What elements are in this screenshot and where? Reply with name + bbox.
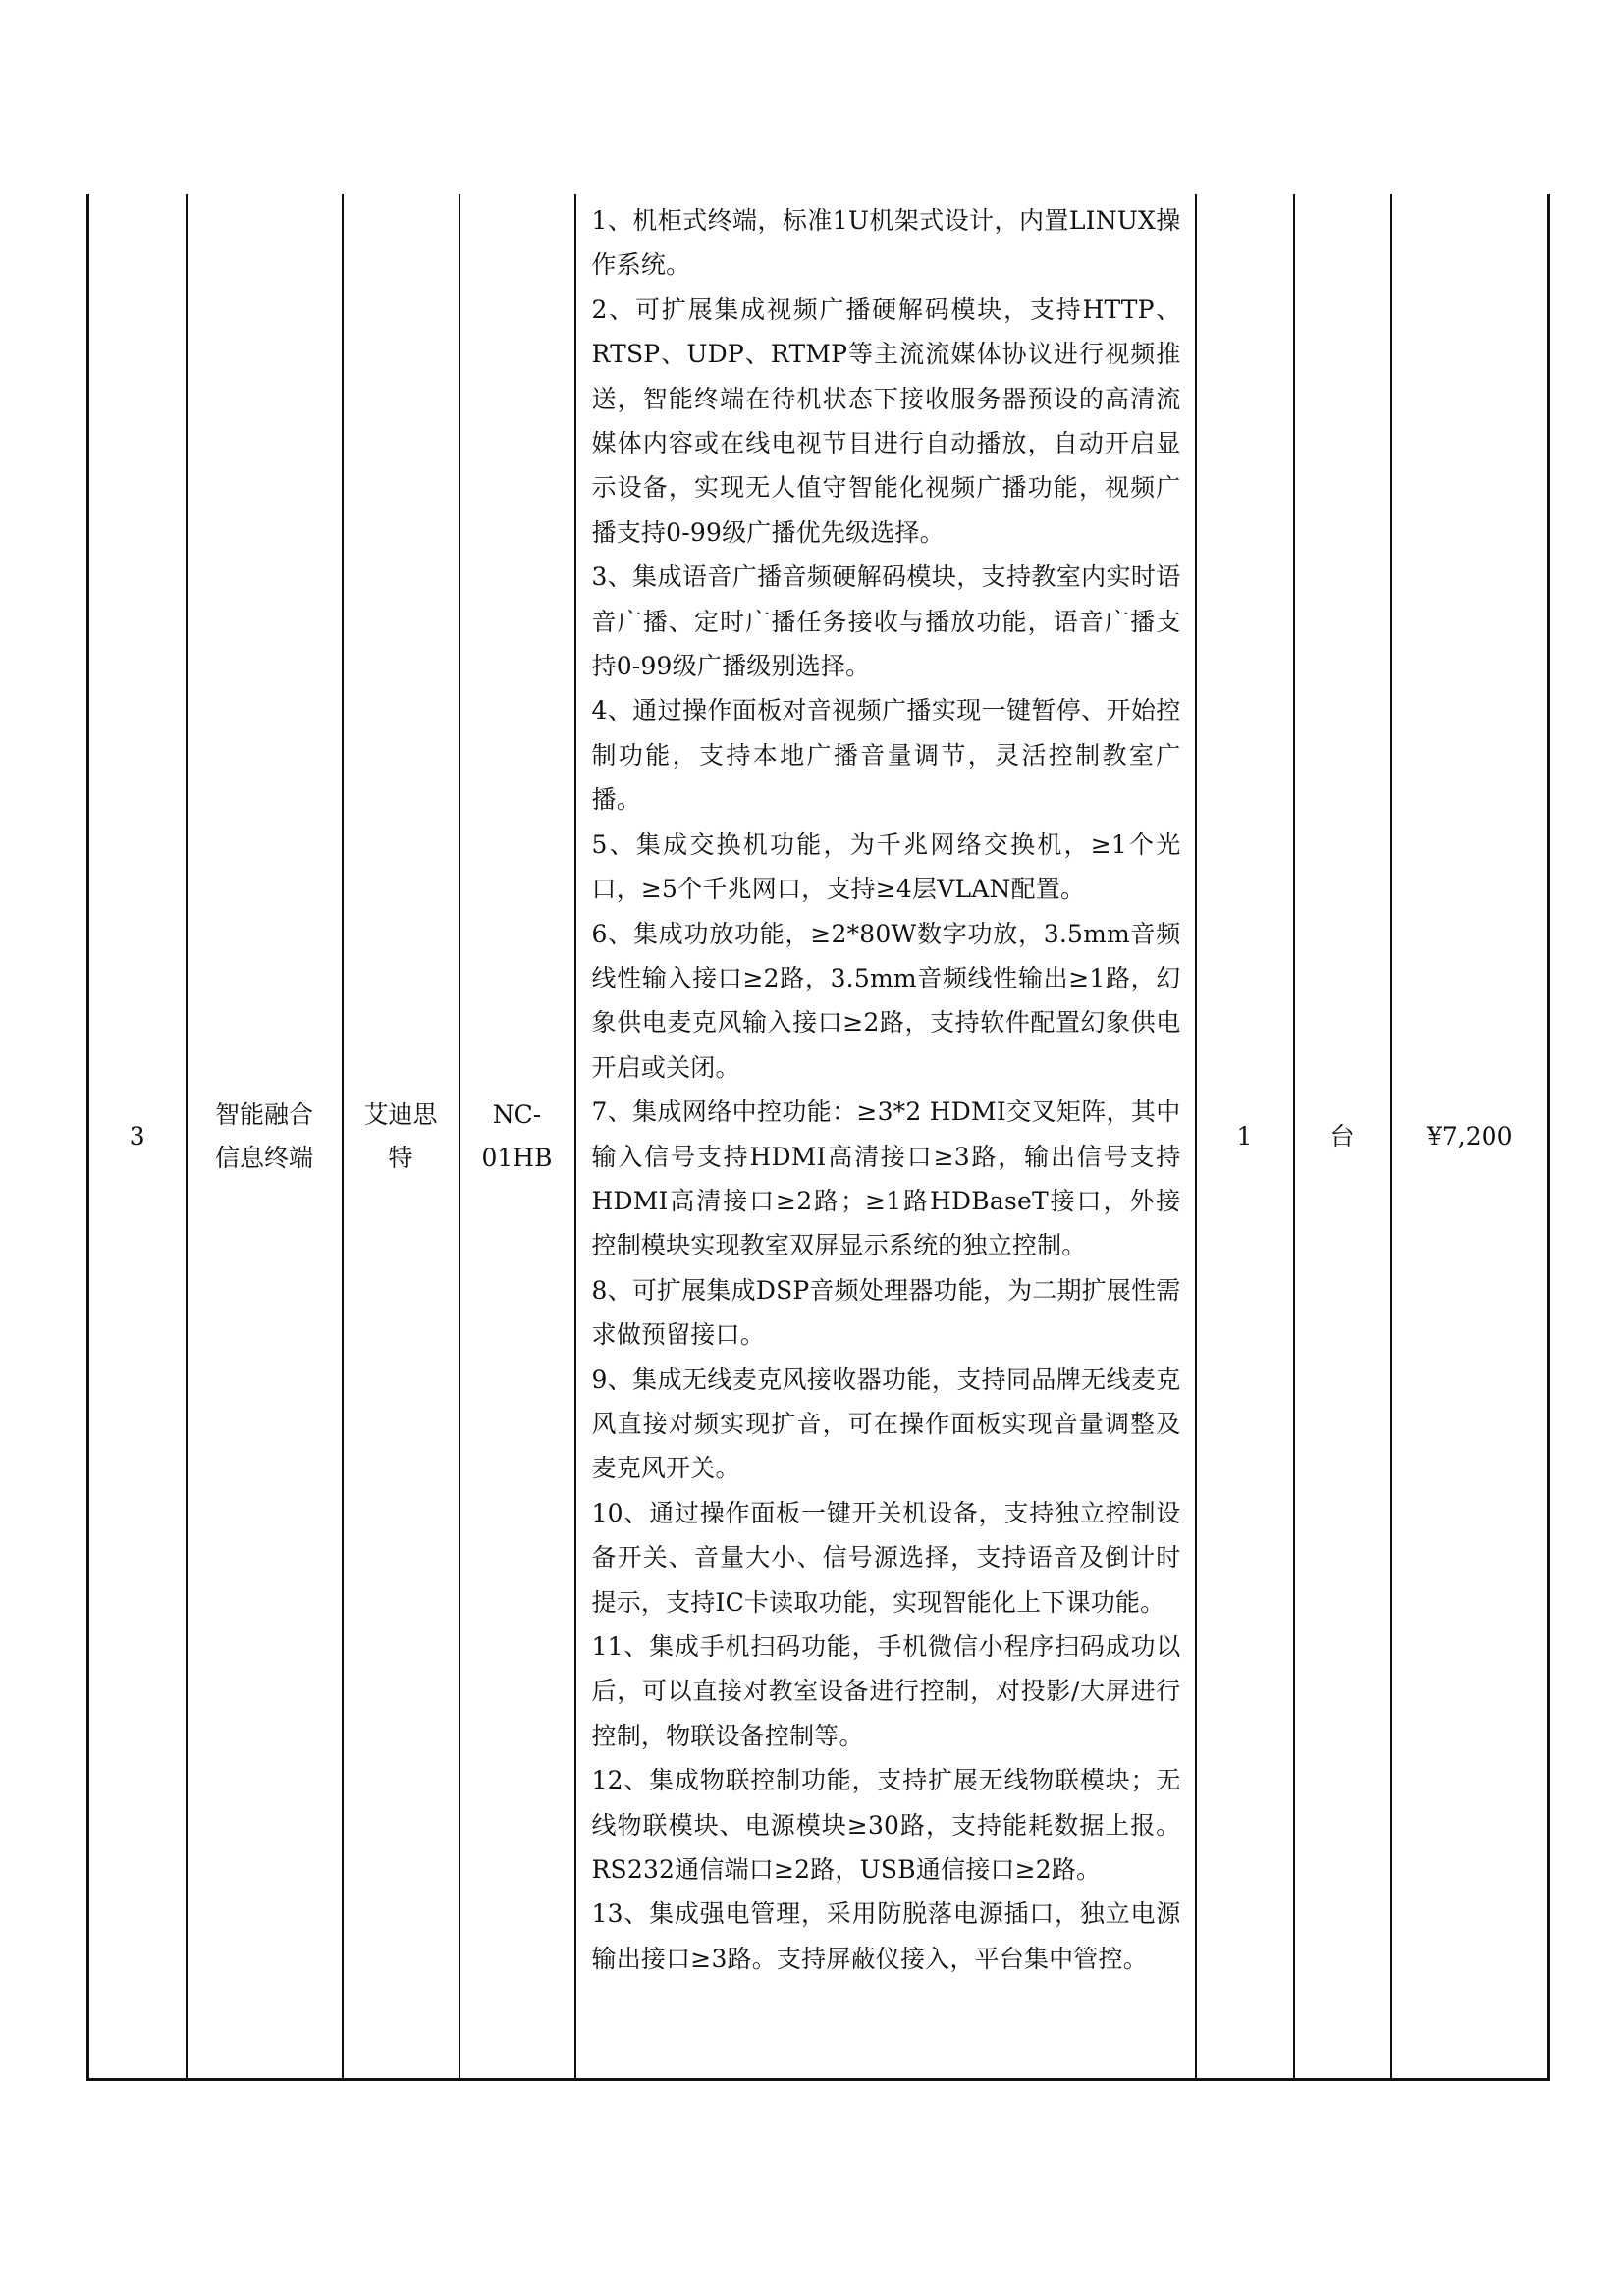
spec-item: 4、通过操作面板对音视频广播实现一键暂停、开始控制功能，支持本地广播音量调节，灵活控制教室广播。 [591,696,1181,815]
spec-item: 13、集成强电管理，采用防脱落电源插口，独立电源输出接口≥3路。支持屏蔽仪接入，平台集中管控。 [591,1899,1181,1973]
brand-cell [343,194,460,2080]
spec-item: 7、集成网络中控功能：≥3*2 HDMI交叉矩阵，其中输入信号支持HDMI高清接口≥3路，输出信号支持HDMI高清接口≥2路；≥1路HDBaseT接口，外接控制模块实现教室双屏显示系统的独立控制。 [591,1097,1181,1260]
product-name-cell [187,194,343,2080]
spec-item: 9、集成无线麦克风接收器功能，支持同品牌无线麦克风直接对频实现扩音，可在操作面板实现音量调整及麦克风开关。 [591,1364,1181,1483]
price-cell [1391,194,1549,2080]
model-line: 01HB [481,1143,553,1172]
spec-item: 8、可扩展集成DSP音频处理器功能，为二期扩展性需求做预留接口。 [591,1275,1181,1350]
spec-item: 12、集成物联控制功能，支持扩展无线物联模块；无线物联模块、电源模块≥30路，支持能耗数据上报。RS232通信端口≥2路，USB通信接口≥2路。 [591,1766,1181,1885]
specification-cell [575,194,1196,2080]
spec-item: 2、可扩展集成视频广播硬解码模块，支持HTTP、RTSP、UDP、RTMP等主流流媒体协议进行视频推送，智能终端在待机状态下接收服务器预设的高清流媒体内容或在线电视节目进行自动播放，自动开启显示设备，实现无人值守智能化视频广播功能，视频广播支持0-99级广播优先级选择。 [591,294,1181,547]
unit-value: 台 [1329,1121,1355,1150]
index-cell [88,194,187,2080]
price-value: ¥7,200 [1427,1121,1513,1150]
brand-line: 特 [388,1143,413,1172]
product-name-line: 信息终端 [214,1143,313,1172]
brand-line: 艾迪思 [363,1099,438,1129]
model-line: NC- [492,1099,542,1129]
table-row [88,194,1549,2080]
spec-item: 3、集成语音广播音频硬解码模块，支持教室内实时语音广播、定时广播任务接收与播放功能，语音广播支持0-99级广播级别选择。 [591,562,1181,681]
spec-item: 6、集成功放功能，≥2*80W数字功放，3.5mm音频线性输入接口≥2路，3.5mm音频线性输出≥1路，幻象供电麦克风输入接口≥2路，支持软件配置幻象供电开启或关闭。 [591,919,1181,1082]
unit-cell [1294,194,1391,2080]
row-index: 3 [129,1121,145,1150]
spec-item: 1、机柜式终端，标准1U机架式设计，内置LINUX操作系统。 [591,206,1181,280]
quantity-cell [1196,194,1294,2080]
product-name-line: 智能融合 [214,1099,313,1129]
spec-item: 10、通过操作面板一键开关机设备，支持独立控制设备开关、音量大小、信号源选择，支持语音及倒计时提示，支持IC卡读取功能，实现智能化上下课功能。 [591,1498,1181,1617]
spec-item: 5、集成交换机功能，为千兆网络交换机，≥1个光口，≥5个千兆网口，支持≥4层VLAN配置。 [591,829,1181,904]
quantity-value: 1 [1236,1121,1253,1150]
spec-item: 11、集成手机扫码功能，手机微信小程序扫码成功以后，可以直接对教室设备进行控制，对投影/大屏进行控制，物联设备控制等。 [591,1632,1181,1750]
model-cell [460,194,575,2080]
equipment-table [86,194,1550,2081]
